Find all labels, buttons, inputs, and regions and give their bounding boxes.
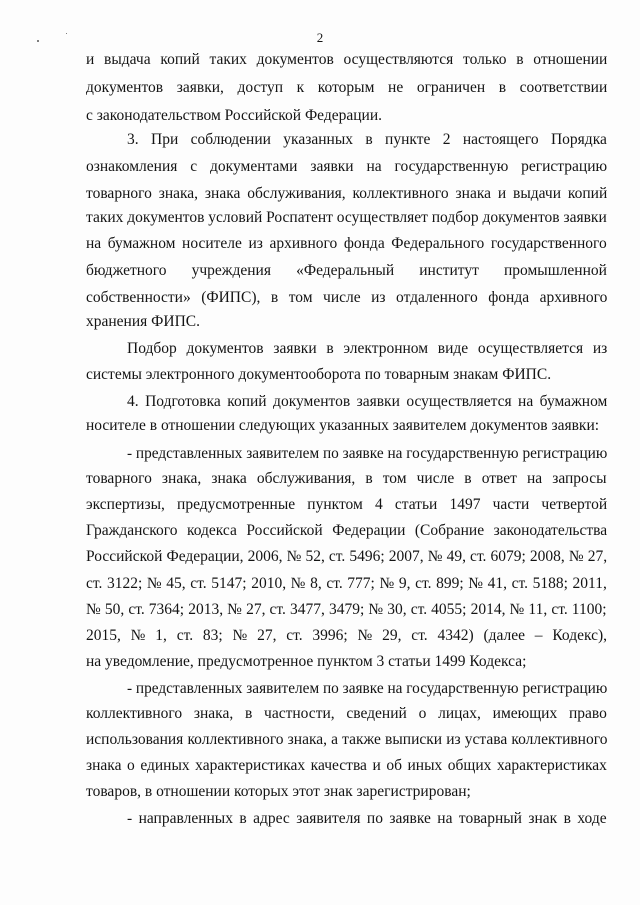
text-line: и выдача копий таких документов осуществляются только в отношении: [86, 51, 608, 68]
text-line: ознакомления с документами заявки на государственную регистрацию: [86, 158, 608, 175]
text-line: Гражданского кодекса Российской Федерации (Собрание законодательства: [86, 522, 608, 539]
text-line: Российской Федерации, 2006, № 52, ст. 5496; 2007, № 49, ст. 6079; 2008, № 27,: [86, 548, 608, 565]
text-line: коллективного знака, в частности, сведений о лицах, имеющих право: [86, 705, 607, 722]
text-line: бюджетного учреждения «Федеральный институт промышленной: [86, 262, 607, 279]
text-line: системы электронного документооборота по товарным знакам ФИПС.: [86, 366, 552, 383]
text-line: носителе в отношении следующих указанных заявителем документов заявки:: [86, 417, 600, 434]
text-line: ст. 3122; № 45, ст. 5147; 2010, № 8, ст. 777; № 9, ст. 899; № 41, ст. 5188; 2011,: [86, 575, 607, 592]
text-line: товарного знака, знака обслуживания, коллективного знака и выдачи копий: [86, 185, 608, 202]
text-line: - направленных в адрес заявителя по заявке на товарный знак в ходе: [127, 810, 607, 827]
text-line: на уведомление, предусмотренное пунктом 3 статьи 1499 Кодекса;: [86, 653, 527, 670]
page-number: 2: [316, 30, 324, 45]
text-line: на бумажном носителе из архивного фонда Федерального государственного: [86, 235, 607, 252]
text-line: - представленных заявителем по заявке на государственную регистрацию: [127, 680, 608, 697]
text-line: хранения ФИПС.: [86, 313, 200, 330]
text-line: № 50, ст. 7364; 2013, № 27, ст. 3477, 3479; № 30, ст. 4055; 2014, № 11, ст. 1100;: [86, 601, 607, 618]
text-line: собственности» (ФИПС), в том числе из отдаленного фонда архивного: [86, 289, 608, 306]
text-line: 4. Подготовка копий документов заявки осуществляется на бумажном: [127, 393, 608, 410]
text-line: 2015, № 1, ст. 83; № 27, ст. 3996; № 29, ст. 4342) (далее – Кодекс),: [86, 627, 608, 644]
text-line: экспертизы, предусмотренные пунктом 4 статьи 1497 части четвертой: [86, 496, 608, 513]
text-line: товаров, в отношении которых этот знак зарегистрирован;: [86, 783, 471, 800]
text-line: - представленных заявителем по заявке на государственную регистрацию: [127, 445, 608, 462]
text-line: 3. При соблюдении указанных в пункте 2 настоящего Порядка: [127, 131, 607, 148]
text-line: Подбор документов заявки в электронном виде осуществляется из: [127, 340, 608, 357]
text-line: использования коллективного знака, а также выписки из устава коллективного: [86, 731, 608, 748]
text-line: документов заявки, доступ к которым не ограничен в соответствии: [86, 79, 608, 96]
text-line: таких документов условий Роспатент осуществляет подбор документов заявки: [86, 209, 607, 226]
text-line: знака о единых характеристиках качества и об иных общих характеристиках: [86, 757, 607, 774]
text-line: с законодательством Российской Федерации.: [86, 107, 383, 124]
text-line: товарного знака, знака обслуживания, в том числе в ответ на запросы: [86, 470, 607, 487]
